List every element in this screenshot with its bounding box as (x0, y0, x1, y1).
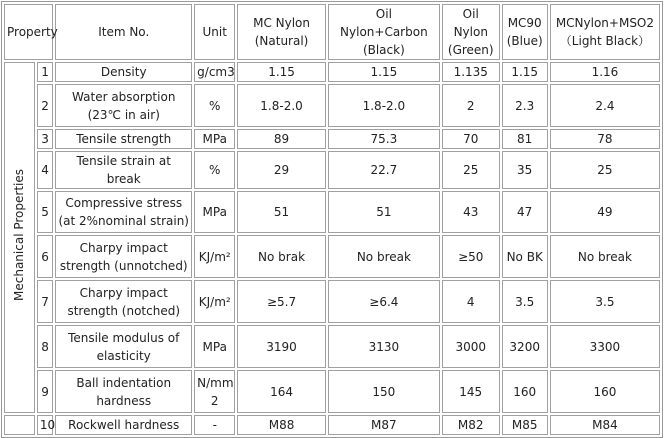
value-cell: M88 (237, 415, 325, 435)
value-cell: 89 (237, 129, 325, 149)
table-row (4, 370, 660, 413)
unit-cell: - (194, 415, 235, 435)
item-name: Tensile modulus of elasticity (55, 325, 192, 368)
value-cell: 51 (328, 191, 440, 233)
value-cell: 1.135 (442, 62, 500, 82)
value-cell: 81 (502, 129, 548, 149)
table-row (4, 62, 660, 82)
row-number: 8 (37, 325, 53, 368)
unit-cell: MPa (194, 191, 235, 233)
item-name: Compressive stress (at 2%nominal strain) (55, 191, 192, 233)
value-cell: ≥6.4 (328, 280, 440, 323)
unit-cell: KJ/m² (194, 235, 235, 278)
header-material-1: MC Nylon (Natural) (237, 4, 325, 60)
item-name: Charpy impact strength (notched) (55, 280, 192, 323)
value-cell: M82 (442, 415, 500, 435)
value-cell: 35 (502, 151, 548, 189)
value-cell: 3000 (442, 325, 500, 368)
item-name: Water absorption (23℃ in air) (55, 84, 192, 127)
value-cell: 3130 (328, 325, 440, 368)
item-name: Tensile strain at break (55, 151, 192, 189)
value-cell: 1.8-2.0 (237, 84, 325, 127)
table-row (4, 84, 660, 127)
row-number: 4 (37, 151, 53, 189)
header-material-2: Oil Nylon+Carbon (Black) (328, 4, 440, 60)
row-number: 9 (37, 370, 53, 413)
item-name: Ball indentation hardness (55, 370, 192, 413)
value-cell: 47 (502, 191, 548, 233)
value-cell: 75.3 (328, 129, 440, 149)
row-number: 6 (37, 235, 53, 278)
value-cell: 3.5 (550, 280, 660, 323)
table-row (4, 415, 660, 435)
value-cell: ≥50 (442, 235, 500, 278)
value-cell: 164 (237, 370, 325, 413)
value-cell: ≥5.7 (237, 280, 325, 323)
unit-cell: N/mm 2 (194, 370, 235, 413)
value-cell: 3300 (550, 325, 660, 368)
value-cell: 22.7 (328, 151, 440, 189)
table-row (4, 325, 660, 368)
table-row (4, 235, 660, 278)
unit-cell: g/cm3 (194, 62, 235, 82)
value-cell: No break (328, 235, 440, 278)
unit-cell: % (194, 84, 235, 127)
value-cell: 2.4 (550, 84, 660, 127)
value-cell: M87 (328, 415, 440, 435)
table-row (4, 280, 660, 323)
row-number: 10 (37, 415, 53, 435)
category-label: Mechanical Properties (12, 169, 27, 301)
value-cell: M85 (502, 415, 548, 435)
value-cell: 150 (328, 370, 440, 413)
value-cell: 1.8-2.0 (328, 84, 440, 127)
value-cell: 78 (550, 129, 660, 149)
value-cell: 3200 (502, 325, 548, 368)
item-name: Density (55, 62, 192, 82)
value-cell: 70 (442, 129, 500, 149)
header-material-3: Oil Nylon (Green) (442, 4, 500, 60)
value-cell: 3.5 (502, 280, 548, 323)
value-cell: 2.3 (502, 84, 548, 127)
value-cell: No BK (502, 235, 548, 278)
value-cell: 2 (442, 84, 500, 127)
header-row (4, 4, 660, 60)
table-row (4, 151, 660, 189)
value-cell: No brak (237, 235, 325, 278)
row-number: 3 (37, 129, 53, 149)
table-row (4, 191, 660, 233)
header-material-5: MCNylon+MSO2 （Light Black） (550, 4, 660, 60)
value-cell: 49 (550, 191, 660, 233)
header-material-4: MC90 (Blue) (502, 4, 548, 60)
value-cell: 145 (442, 370, 500, 413)
value-cell: 29 (237, 151, 325, 189)
item-name: Tensile strength (55, 129, 192, 149)
header-item: Item No. (55, 4, 192, 60)
unit-cell: MPa (194, 129, 235, 149)
value-cell: 25 (442, 151, 500, 189)
value-cell: 1.16 (550, 62, 660, 82)
table-row (4, 129, 660, 149)
row-number: 1 (37, 62, 53, 82)
unit-cell: MPa (194, 325, 235, 368)
value-cell: 1.15 (237, 62, 325, 82)
properties-table (1, 1, 663, 438)
table-body (4, 4, 660, 435)
category-label-cell (4, 62, 35, 413)
value-cell: 1.15 (328, 62, 440, 82)
unit-cell: % (194, 151, 235, 189)
item-name: Rockwell hardness (55, 415, 192, 435)
value-cell: 1.15 (502, 62, 548, 82)
value-cell: 160 (550, 370, 660, 413)
value-cell: 160 (502, 370, 548, 413)
unit-cell: KJ/m² (194, 280, 235, 323)
header-unit: Unit (194, 4, 235, 60)
item-name: Charpy impact strength (unnotched) (55, 235, 192, 278)
row-number: 7 (37, 280, 53, 323)
category-blank-cell (4, 415, 35, 435)
value-cell: 51 (237, 191, 325, 233)
header-property: Property (4, 4, 53, 60)
value-cell: 25 (550, 151, 660, 189)
value-cell: 3190 (237, 325, 325, 368)
row-number: 5 (37, 191, 53, 233)
row-number: 2 (37, 84, 53, 127)
value-cell: M84 (550, 415, 660, 435)
value-cell: 43 (442, 191, 500, 233)
value-cell: No break (550, 235, 660, 278)
value-cell: 4 (442, 280, 500, 323)
